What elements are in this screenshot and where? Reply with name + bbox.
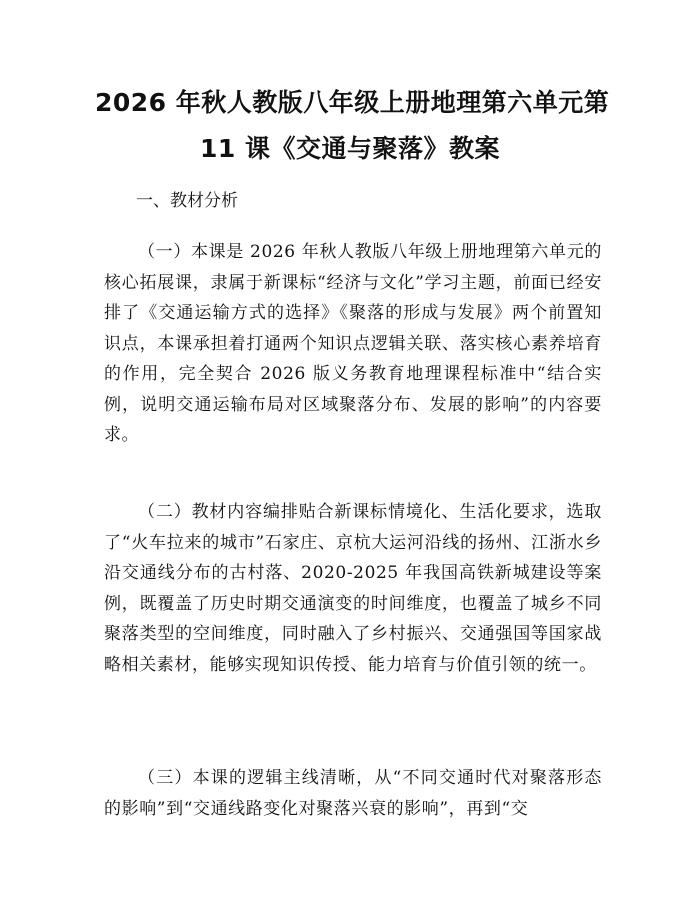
- paragraph-2: （二）教材内容编排贴合新课标情境化、生活化要求，选取了“火车拉来的城市”石家庄、京杭大运河沿线的扬州、江浙水乡沿交通线分布的古村落、2020-2025 年我国高铁新城建设等案例，既覆盖了历史时期交通演变的时间维度，也覆盖了城乡不同聚落类型的空间维度，同时融入了乡村振兴、交通强国等国家战略相关素材，能够实现知识传授、能力培育与价值引领的统一。: [104, 502, 602, 675]
- section-heading: 一、教材分析: [136, 191, 238, 211]
- paragraph-1: （一）本课是 2026 年秋人教版八年级上册地理第六单元的核心拓展课，隶属于新课标“经济与文化”学习主题，前面已经安排了《交通运输方式的选择》《聚落的形成与发展》两个前置知识点，本课承担着打通两个知识点逻辑关联、落实核心素养培育的作用，完全契合 2026 版义务教育地理课程标准中“结合实例，说明交通运输布局对区域聚落分布、发展的影响”的内容要求。: [104, 242, 602, 445]
- paragraph-3: （三）本课的逻辑主线清晰，从“不同交通时代对聚落形态的影响”到“交通线路变化对聚落兴衰的影响”，再到“交: [104, 768, 602, 819]
- document-title-line1: 2026 年秋人教版八年级上册地理第六单元第: [95, 88, 610, 117]
- document-title-line2: 11 课《交通与聚落》教案: [200, 134, 500, 163]
